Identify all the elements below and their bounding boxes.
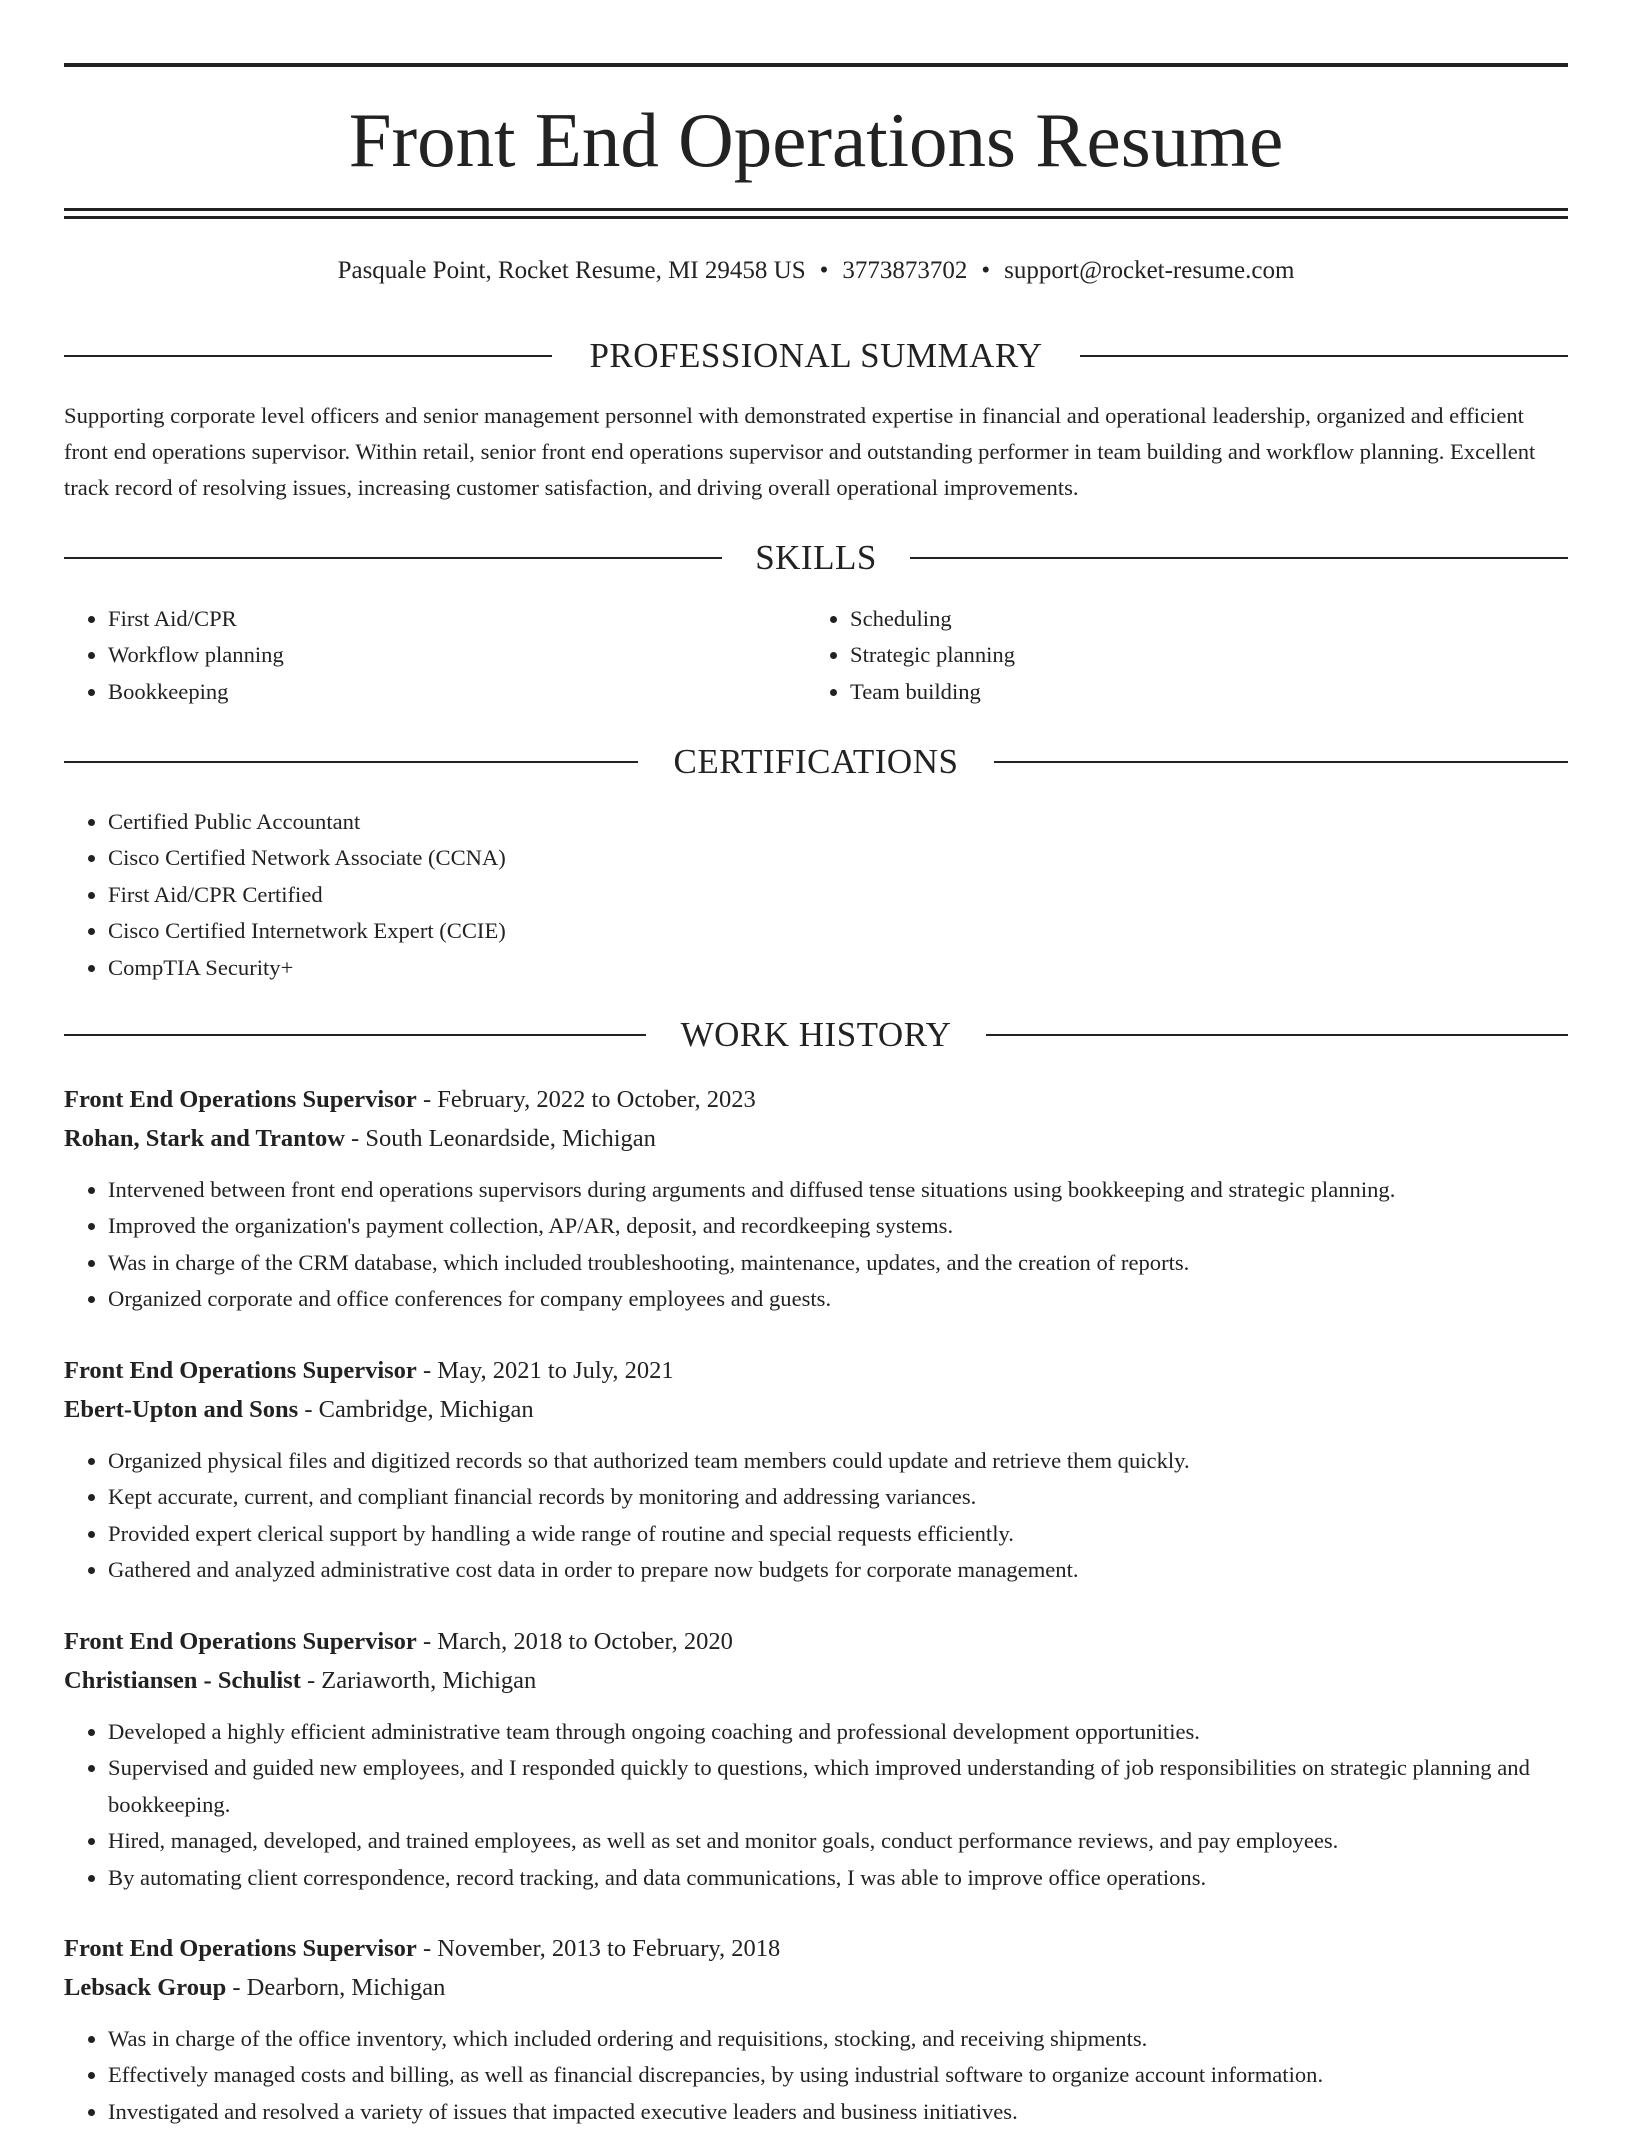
job-company: Rohan, Stark and Trantow [64, 1125, 345, 1152]
job-bullets [64, 1714, 1568, 1896]
job-bullet: • Intervened between front end operations supervisors during arguments and diffused tense situations using bookkeeping and strategic planning. [108, 1172, 1568, 1208]
job-bullet: • Investigated and resolved a variety of issues that impacted executive leaders and business initiatives. [108, 2094, 1568, 2130]
certification-item: • Cisco Certified Network Associate (CCNA) [108, 840, 1064, 876]
section-rule-right [994, 761, 1568, 763]
job-location: - Cambridge, Michigan [298, 1396, 534, 1423]
title-rule-upper [64, 208, 1568, 211]
job-entry [64, 1080, 1568, 1318]
section-rule-right [986, 1034, 1568, 1036]
skill-item: • Scheduling [850, 601, 1506, 637]
job-title: Front End Operations Supervisor [64, 1357, 417, 1384]
job-bullet: • Was in charge of the CRM database, which included troubleshooting, maintenance, updates, and the creation of reports. [108, 1245, 1568, 1281]
job-location: - Dearborn, Michigan [226, 1974, 446, 2001]
work-history-section-header [64, 1015, 1568, 1055]
job-bullets [64, 1443, 1568, 1589]
job-title-line [64, 1080, 1568, 1119]
certification-item: • Cisco Certified Internetwork Expert (CCIE) [108, 913, 1064, 949]
job-company-line [64, 1661, 1568, 1700]
skills-heading: SKILLS [755, 538, 877, 577]
job-company: Lebsack Group [64, 1974, 227, 2001]
skill-item: • Workflow planning [108, 637, 764, 673]
job-bullet: • Supervised and guided new employees, and I responded quickly to questions, which improved understanding of job responsibilities on strategic planning and bookkeeping. [108, 1750, 1568, 1823]
certifications-heading: CERTIFICATIONS [673, 742, 959, 781]
job-bullet: • By automating client correspondence, record tracking, and data communications, I was able to improve office operations. [108, 1860, 1568, 1896]
job-bullet: • Hired, managed, developed, and trained employees, as well as set and monitor goals, conduct performance reviews, and pay employees. [108, 1823, 1568, 1859]
skills-section-header [64, 538, 1568, 578]
job-bullet: • Organized physical files and digitized records so that authorized team members could update and retrieve them quickly. [108, 1443, 1568, 1479]
summary-heading: PROFESSIONAL SUMMARY [589, 336, 1043, 375]
job-bullet: • Developed a highly efficient administrative team through ongoing coaching and professional development opportunities. [108, 1714, 1568, 1750]
certification-item: • First Aid/CPR Certified [108, 877, 1064, 913]
job-company-line [64, 1968, 1568, 2007]
skill-item: • Team building [850, 674, 1506, 710]
job-location: - Zariaworth, Michigan [300, 1667, 537, 1694]
job-bullet: • Effectively managed costs and billing, as well as financial discrepancies, by using industrial software to organize account information. [108, 2057, 1568, 2093]
job-company-line [64, 1390, 1568, 1429]
contact-line [64, 255, 1568, 287]
top-rule [64, 63, 1568, 67]
job-bullet: • Improved the organization's payment collection, AP/AR, deposit, and recordkeeping systems. [108, 1208, 1568, 1244]
contact-separator: • [819, 257, 829, 284]
summary-text: Supporting corporate level officers and senior management personnel with demonstrated expertise in financial and operational leadership, organized and efficient front end operations supervisor. Within retail, senior front end operations supervisor and outstanding performer in team building and workflow planning. Excellent track record of resolving issues, increasing customer satisfaction, and driving overall operational improvements. [64, 403, 1536, 500]
work-history-heading: WORK HISTORY [680, 1015, 952, 1054]
certification-item: • CompTIA Security+ [108, 950, 1064, 986]
certifications-section-header [64, 742, 1568, 782]
job-title: Front End Operations Supervisor [64, 1628, 417, 1655]
job-title-line [64, 1351, 1568, 1390]
job-bullets [64, 2021, 1568, 2130]
contact-email: support@rocket-resume.com [1004, 257, 1295, 284]
certification-item: • Certified Public Accountant [108, 804, 1064, 840]
resume-title: Front End Operations Resume [348, 97, 1284, 183]
job-bullet: • Provided expert clerical support by handling a wide range of routine and special requests efficiently. [108, 1516, 1568, 1552]
job-company: Ebert-Upton and Sons [64, 1396, 299, 1423]
job-bullet: • Organized corporate and office conferences for company employees and guests. [108, 1281, 1568, 1317]
job-bullets [64, 1172, 1568, 1318]
skill-item: • Strategic planning [850, 637, 1506, 673]
job-company: Christiansen - Schulist [64, 1667, 301, 1694]
skill-item: • Bookkeeping [108, 674, 764, 710]
skill-item: • First Aid/CPR [108, 601, 764, 637]
job-entry [64, 1929, 1568, 2130]
job-bullet: • Was in charge of the office inventory, which included ordering and requisitions, stocking, and receiving shipments. [108, 2021, 1568, 2057]
job-entry [64, 1351, 1568, 1589]
job-title: Front End Operations Supervisor [64, 1086, 417, 1113]
job-bullet: • Kept accurate, current, and compliant financial records by monitoring and addressing variances. [108, 1479, 1568, 1515]
job-company-line [64, 1119, 1568, 1158]
job-dates: - February, 2022 to October, 2023 [416, 1086, 756, 1113]
job-bullet: • Gathered and analyzed administrative cost data in order to prepare now budgets for corporate management. [108, 1552, 1568, 1588]
contact-address: Pasquale Point, Rocket Resume, MI 29458 US [337, 257, 806, 284]
job-entry [64, 1622, 1568, 1896]
certifications-list [64, 804, 1064, 986]
job-dates: - November, 2013 to February, 2018 [416, 1935, 781, 1962]
job-dates: - May, 2021 to July, 2021 [416, 1357, 674, 1384]
section-rule-right [910, 557, 1568, 559]
title-rule-lower [64, 216, 1568, 219]
section-rule-right [1080, 355, 1568, 357]
job-title-line [64, 1929, 1568, 1968]
contact-phone: 3773873702 [842, 257, 968, 284]
skills-column-right [806, 601, 1506, 710]
contact-separator: • [981, 257, 991, 284]
job-location: - South Leonardside, Michigan [344, 1125, 656, 1152]
job-title: Front End Operations Supervisor [64, 1935, 417, 1962]
job-dates: - March, 2018 to October, 2020 [416, 1628, 733, 1655]
job-title-line [64, 1622, 1568, 1661]
skills-column-left [64, 601, 764, 710]
summary-section-header [64, 336, 1568, 376]
